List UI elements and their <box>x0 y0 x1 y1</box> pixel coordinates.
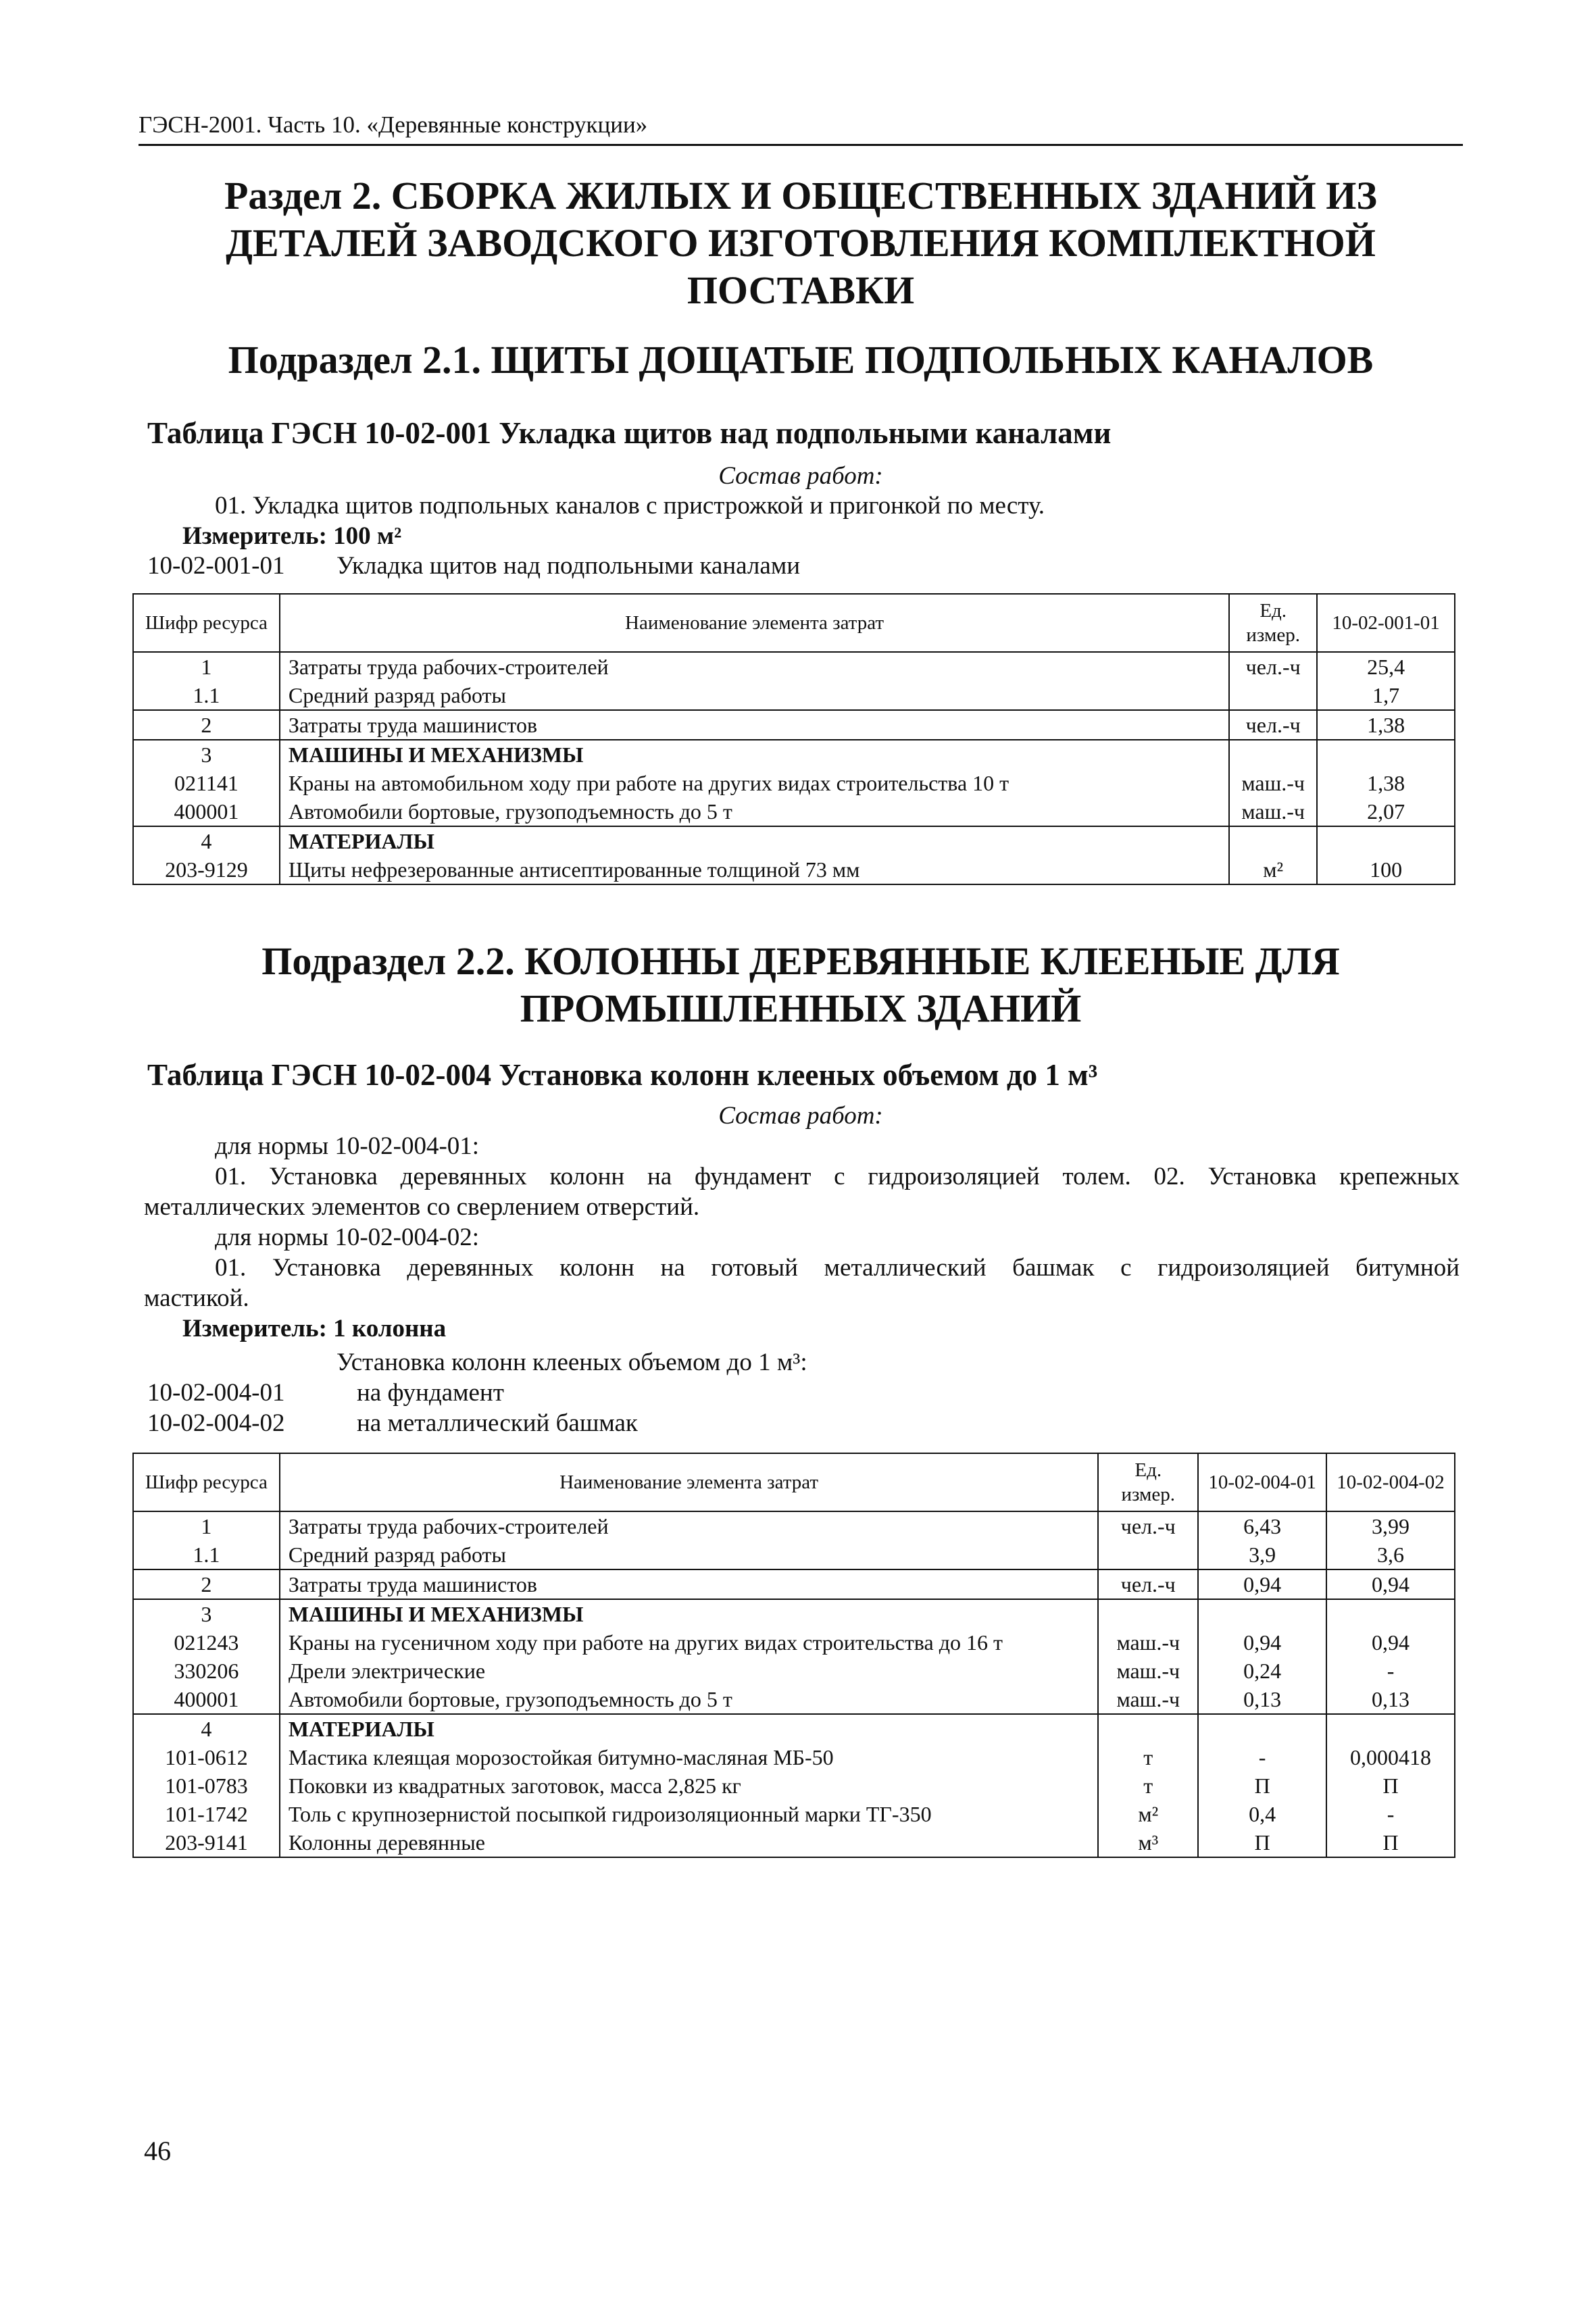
cell-name: Дрели электрические <box>280 1657 1098 1685</box>
cell-code: 330206 <box>133 1657 280 1685</box>
cell-name: Затраты труда рабочих-строителей <box>280 652 1229 681</box>
cell-name: Краны на гусеничном ходу при работе на других видах строительства до 16 т <box>280 1628 1098 1657</box>
table-row <box>133 1569 1455 1599</box>
cell-name: Затраты труда машинистов <box>280 1569 1098 1599</box>
cell-value-2 <box>1326 1599 1455 1628</box>
cell-value: 1,38 <box>1317 710 1455 740</box>
table-row <box>133 1511 1455 1540</box>
cell-value: 100 <box>1317 855 1455 884</box>
measure-unit: Измеритель: 1 колонна <box>182 1315 447 1342</box>
cell-unit <box>1098 1540 1198 1569</box>
works-caption: Состав работ: <box>718 1102 883 1130</box>
table-row <box>133 1771 1455 1800</box>
header-norm-2: 10-02-004-02 <box>1326 1453 1455 1511</box>
cell-name: Затраты труда машинистов <box>280 710 1229 740</box>
cell-code: 2 <box>133 710 280 740</box>
cell-value-2 <box>1326 1714 1455 1743</box>
section-title-line-3: ПОСТАВКИ <box>687 268 915 312</box>
table-row <box>133 1828 1455 1857</box>
cell-name: Автомобили бортовые, грузоподъемность до 5 т <box>280 797 1229 826</box>
cell-value-2: 0,000418 <box>1326 1743 1455 1771</box>
table-row <box>133 740 1455 769</box>
work-1-line-1: 01. Установка деревянных колонн на фундамент с гидроизоляцией толем. 02. Установка крепежных <box>215 1163 1460 1190</box>
page-number: 46 <box>144 2136 171 2166</box>
cell-code: 1.1 <box>133 1540 280 1569</box>
cell-code: 1 <box>133 652 280 681</box>
cell-unit: м² <box>1229 855 1317 884</box>
norm-code: 10-02-001-01 <box>147 552 285 580</box>
cell-name: Колонны деревянные <box>280 1828 1098 1857</box>
cell-value-2: 3,99 <box>1326 1511 1455 1540</box>
cell-code: 2 <box>133 1569 280 1599</box>
cell-value-2: П <box>1326 1828 1455 1857</box>
cell-code: 1 <box>133 1511 280 1540</box>
cell-code: 203-9129 <box>133 855 280 884</box>
cell-value-2: - <box>1326 1800 1455 1828</box>
cell-value-1: - <box>1198 1743 1326 1771</box>
cell-code: 400001 <box>133 797 280 826</box>
norm-table-001 <box>132 593 1455 885</box>
table-header-row <box>133 1453 1455 1511</box>
cell-code: 3 <box>133 740 280 769</box>
table-row <box>133 769 1455 797</box>
cell-value-2: 0,94 <box>1326 1569 1455 1599</box>
for-norm-1: для нормы 10-02-004-01: <box>215 1132 480 1160</box>
table-row <box>133 1743 1455 1771</box>
header-name: Наименование элемента затрат <box>280 594 1229 652</box>
cell-code: 101-0612 <box>133 1743 280 1771</box>
norm-1-name: на фундамент <box>357 1379 504 1407</box>
cell-unit: т <box>1098 1743 1198 1771</box>
cell-unit <box>1229 681 1317 710</box>
cell-value-1: 0,4 <box>1198 1800 1326 1828</box>
cell-name: МАШИНЫ И МЕХАНИЗМЫ <box>280 1599 1098 1628</box>
cell-name: Средний разряд работы <box>280 681 1229 710</box>
cell-name: Затраты труда рабочих-строителей <box>280 1511 1098 1540</box>
works-caption: Состав работ: <box>718 462 883 490</box>
cell-code: 101-1742 <box>133 1800 280 1828</box>
norm-2-code: 10-02-004-02 <box>147 1409 285 1437</box>
cell-value: 1,38 <box>1317 769 1455 797</box>
cell-code: 021243 <box>133 1628 280 1657</box>
cell-name: Толь с крупнозернистой посыпкой гидроизоляционный марки ТГ-350 <box>280 1800 1098 1828</box>
cell-unit <box>1229 826 1317 855</box>
table-row <box>133 1657 1455 1685</box>
header-name: Наименование элемента затрат <box>280 1453 1098 1511</box>
cell-name: МАТЕРИАЛЫ <box>280 1714 1098 1743</box>
cell-code: 1.1 <box>133 681 280 710</box>
cell-value-1 <box>1198 1714 1326 1743</box>
table-row <box>133 710 1455 740</box>
subsection-2-2-title-line-1: Подраздел 2.2. КОЛОННЫ ДЕРЕВЯННЫЕ КЛЕЕНЫЕ ДЛЯ <box>261 939 1340 983</box>
cell-value-1: 6,43 <box>1198 1511 1326 1540</box>
section-title-line-2: ДЕТАЛЕЙ ЗАВОДСКОГО ИЗГОТОВЛЕНИЯ КОМПЛЕКТНОЙ <box>226 221 1376 265</box>
cell-unit: чел.-ч <box>1229 652 1317 681</box>
running-header: ГЭСН-2001. Часть 10. «Деревянные конструкции» <box>139 111 1463 146</box>
cell-value-1 <box>1198 1599 1326 1628</box>
cell-name: Краны на автомобильном ходу при работе на других видах строительства 10 т <box>280 769 1229 797</box>
cell-code: 4 <box>133 826 280 855</box>
cell-value-1: 0,13 <box>1198 1685 1326 1714</box>
table-001-title: Таблица ГЭСН 10-02-001 Укладка щитов над подпольными каналами <box>147 416 1112 450</box>
cell-value <box>1317 826 1455 855</box>
header-unit: Ед. измер. <box>1229 594 1317 652</box>
norm-1-code: 10-02-004-01 <box>147 1379 285 1407</box>
cell-unit <box>1229 740 1317 769</box>
header-code: Шифр ресурса <box>133 1453 280 1511</box>
table-004-title: Таблица ГЭСН 10-02-004 Установка колонн клееных объемом до 1 м³ <box>147 1058 1098 1092</box>
norm-table-004 <box>132 1453 1455 1858</box>
table-row <box>133 681 1455 710</box>
work-2-line-2: мастикой. <box>144 1284 249 1312</box>
cell-value-1: П <box>1198 1771 1326 1800</box>
for-norm-2: для нормы 10-02-004-02: <box>215 1224 480 1251</box>
cell-unit: м³ <box>1098 1828 1198 1857</box>
cell-name: Мастика клеящая морозостойкая битумно-масляная МБ-50 <box>280 1743 1098 1771</box>
cell-value-2: 0,13 <box>1326 1685 1455 1714</box>
table-row <box>133 826 1455 855</box>
norm-2-name: на металлический башмак <box>357 1409 638 1437</box>
work-1-line-2: металлических элементов со сверлением отверстий. <box>144 1193 700 1221</box>
cell-name: Поковки из квадратных заготовок, масса 2,825 кг <box>280 1771 1098 1800</box>
cell-value-1: 3,9 <box>1198 1540 1326 1569</box>
cell-unit: чел.-ч <box>1098 1569 1198 1599</box>
cell-unit <box>1098 1714 1198 1743</box>
subsection-2-2-title-line-2: ПРОМЫШЛЕННЫХ ЗДАНИЙ <box>520 986 1082 1030</box>
cell-value <box>1317 740 1455 769</box>
cell-name: Средний разряд работы <box>280 1540 1098 1569</box>
work-2-line-1: 01. Установка деревянных колонн на готовый металлический башмак с гидроизоляцией битумной <box>215 1254 1460 1282</box>
cell-code: 4 <box>133 1714 280 1743</box>
cell-value-1: П <box>1198 1828 1326 1857</box>
cell-name: Щиты нефрезерованные антисептированные толщиной 73 мм <box>280 855 1229 884</box>
cell-unit: маш.-ч <box>1098 1685 1198 1714</box>
cell-value-1: 0,94 <box>1198 1628 1326 1657</box>
cell-unit: чел.-ч <box>1229 710 1317 740</box>
cell-value-2: 0,94 <box>1326 1628 1455 1657</box>
table-row <box>133 1714 1455 1743</box>
cell-value-2: - <box>1326 1657 1455 1685</box>
cell-code: 021141 <box>133 769 280 797</box>
cell-code: 101-0783 <box>133 1771 280 1800</box>
cell-unit: маш.-ч <box>1229 769 1317 797</box>
cell-name: Автомобили бортовые, грузоподъемность до 5 т <box>280 1685 1098 1714</box>
cell-value: 2,07 <box>1317 797 1455 826</box>
table-row <box>133 1599 1455 1628</box>
table-row <box>133 1685 1455 1714</box>
cell-value-2: П <box>1326 1771 1455 1800</box>
work-item: 01. Укладка щитов подпольных каналов с пристрожкой и пригонкой по месту. <box>215 492 1045 520</box>
table-header-row <box>133 594 1455 652</box>
cell-value-1: 0,94 <box>1198 1569 1326 1599</box>
header-code: Шифр ресурса <box>133 594 280 652</box>
cell-unit: маш.-ч <box>1229 797 1317 826</box>
table-row <box>133 855 1455 884</box>
subsection-2-1-title: Подраздел 2.1. ЩИТЫ ДОЩАТЫЕ ПОДПОЛЬНЫХ КАНАЛОВ <box>228 338 1374 382</box>
header-norm-1: 10-02-004-01 <box>1198 1453 1326 1511</box>
table-row <box>133 652 1455 681</box>
cell-value: 25,4 <box>1317 652 1455 681</box>
norm-group-title: Установка колонн клееных объемом до 1 м³: <box>336 1349 807 1376</box>
cell-unit <box>1098 1599 1198 1628</box>
cell-unit: м² <box>1098 1800 1198 1828</box>
header-unit: Ед. измер. <box>1098 1453 1198 1511</box>
cell-unit: т <box>1098 1771 1198 1800</box>
cell-value: 1,7 <box>1317 681 1455 710</box>
cell-value-2: 3,6 <box>1326 1540 1455 1569</box>
cell-code: 203-9141 <box>133 1828 280 1857</box>
table-row <box>133 1800 1455 1828</box>
cell-code: 3 <box>133 1599 280 1628</box>
header-norm-1: 10-02-001-01 <box>1317 594 1455 652</box>
section-title-line-1: Раздел 2. СБОРКА ЖИЛЫХ И ОБЩЕСТВЕННЫХ ЗДАНИЙ ИЗ <box>224 174 1378 218</box>
cell-code: 400001 <box>133 1685 280 1714</box>
table-row <box>133 1540 1455 1569</box>
cell-value-1: 0,24 <box>1198 1657 1326 1685</box>
measure-unit: Измеритель: 100 м² <box>182 522 402 550</box>
cell-unit: маш.-ч <box>1098 1657 1198 1685</box>
cell-unit: маш.-ч <box>1098 1628 1198 1657</box>
table-row <box>133 1628 1455 1657</box>
cell-name: МАШИНЫ И МЕХАНИЗМЫ <box>280 740 1229 769</box>
cell-name: МАТЕРИАЛЫ <box>280 826 1229 855</box>
norm-name: Укладка щитов над подпольными каналами <box>336 552 801 580</box>
cell-unit: чел.-ч <box>1098 1511 1198 1540</box>
table-row <box>133 797 1455 826</box>
